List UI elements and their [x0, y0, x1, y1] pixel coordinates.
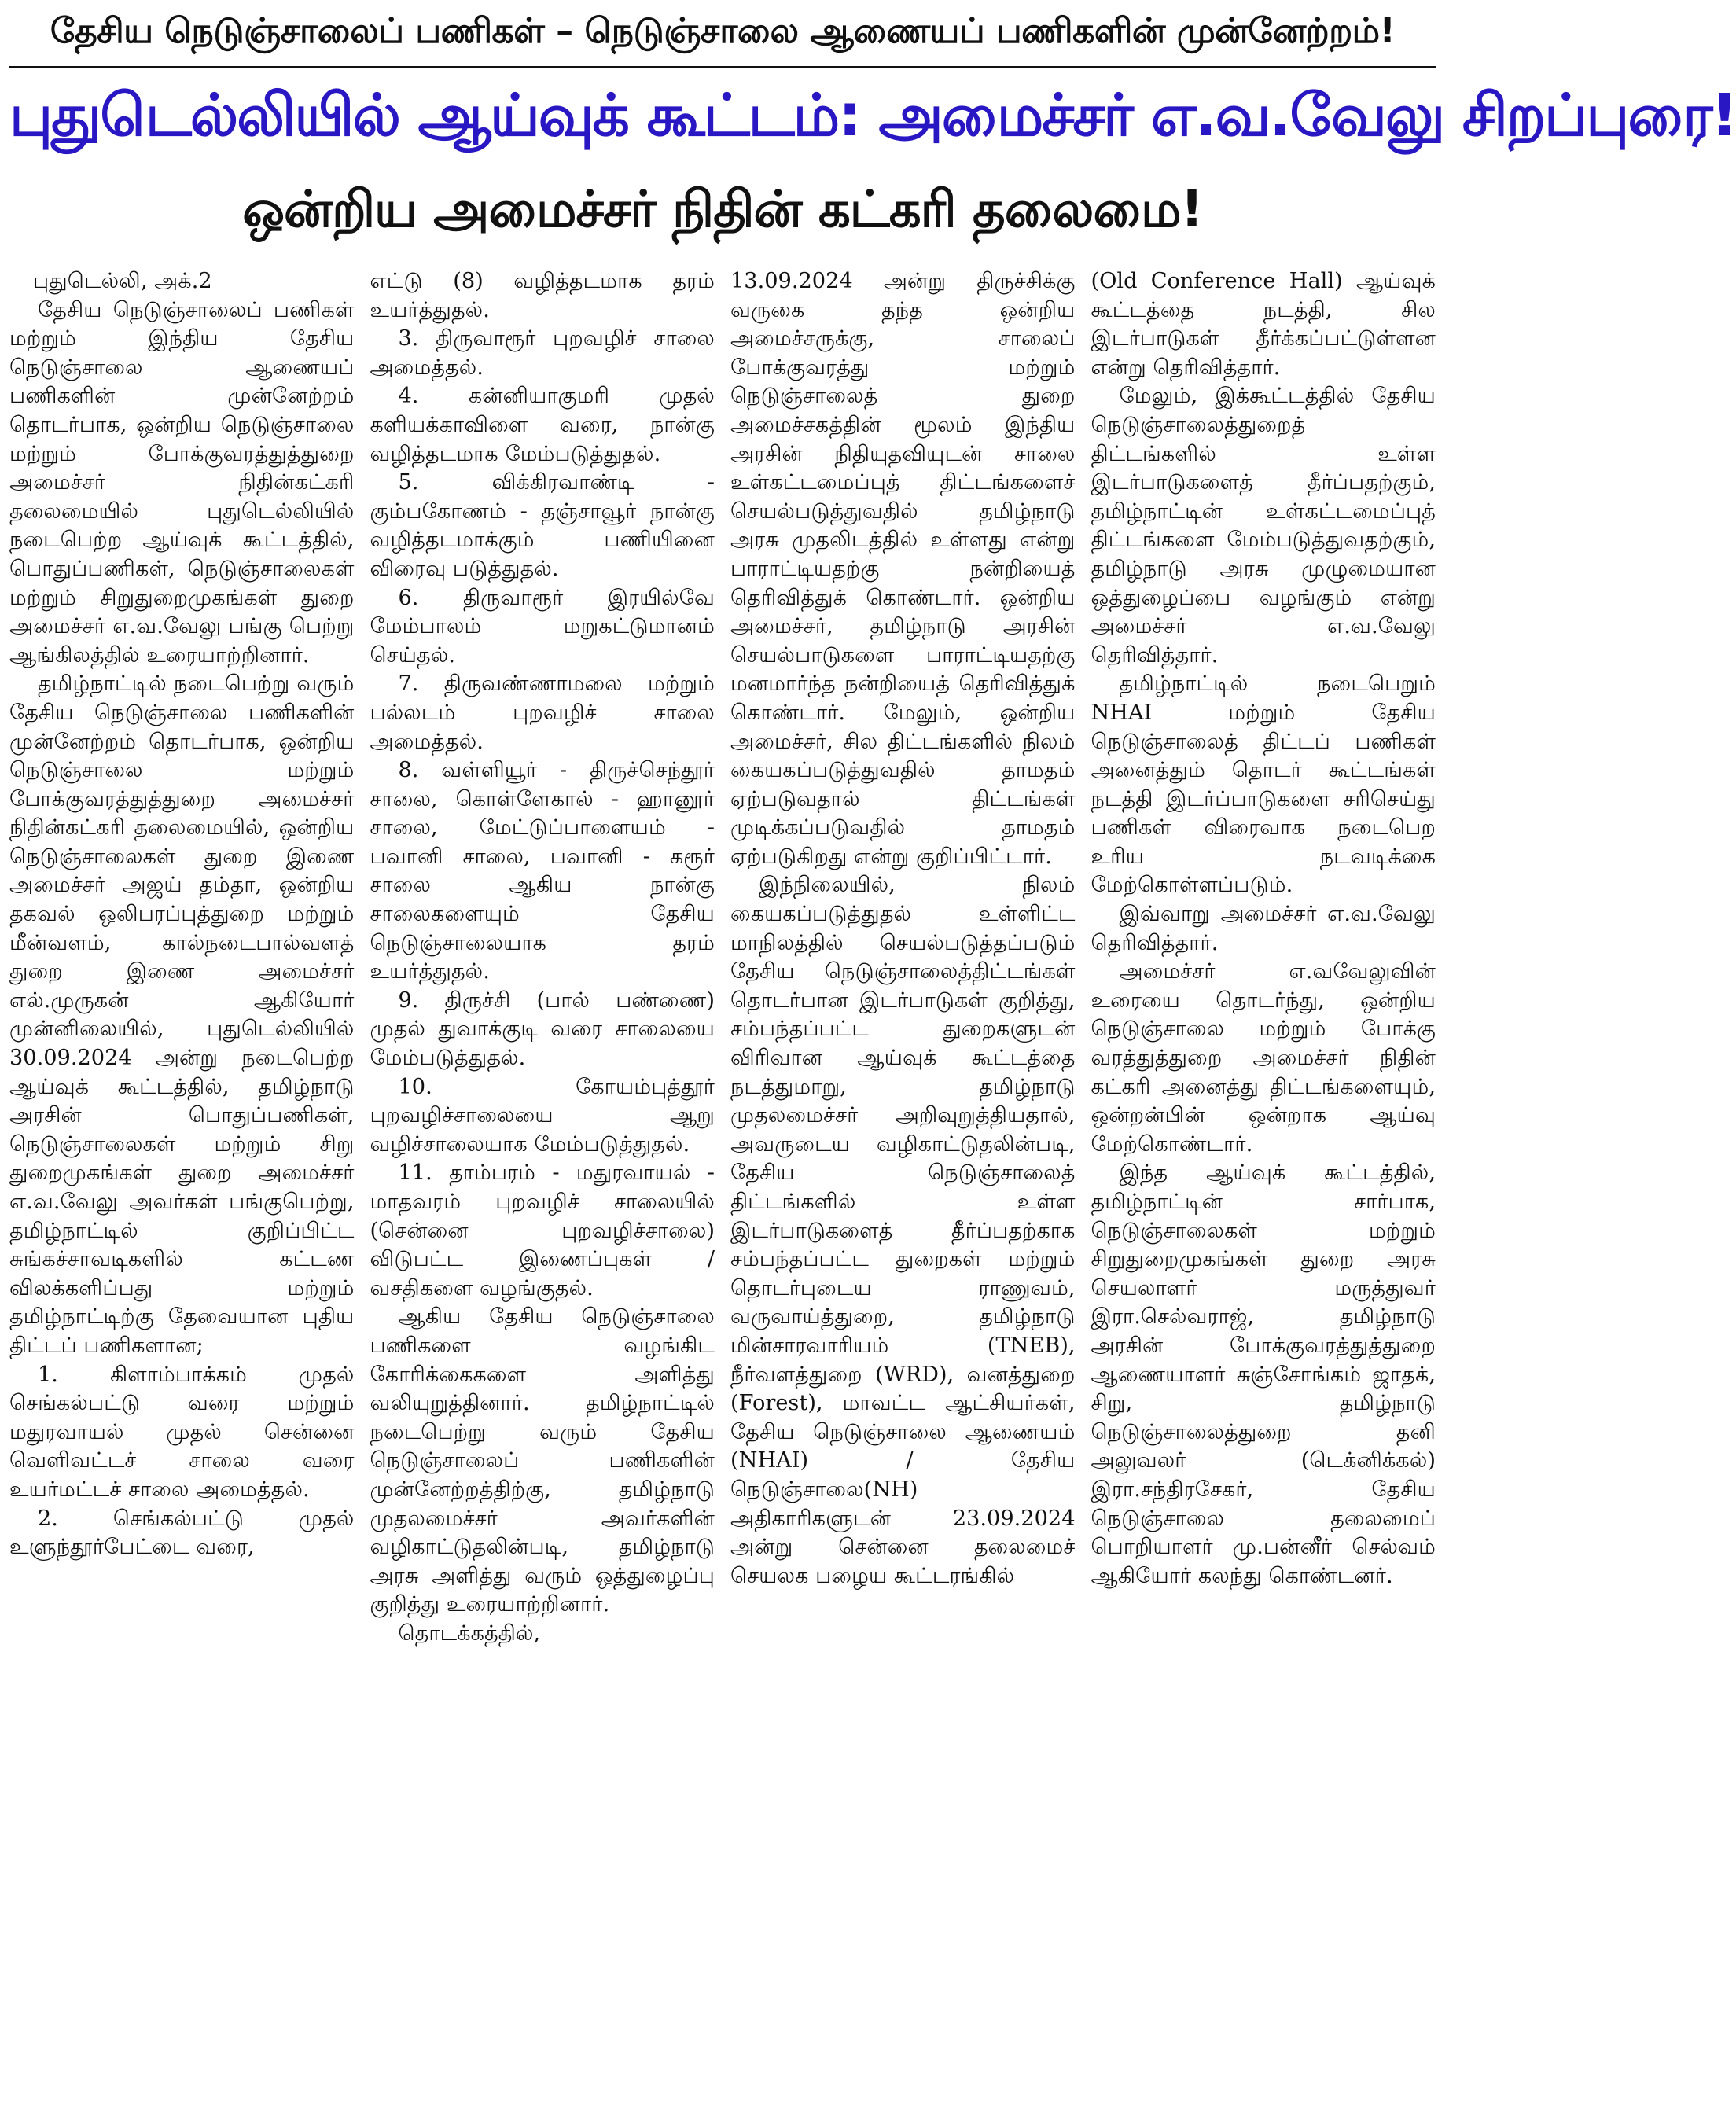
article-paragraph: இந்த ஆய்வுக் கூட்டத்தில், தமிழ்நாட்டின் சார்பாக, நெடுஞ்சாலைகள் மற்றும் சிறுதுறைமுகங்கள் துறை அரசு செயலாளர் மருத்துவர் இரா.செல்வராஜ், தமிழ்நாடு அரசின் போக்குவரத்துத்துறை ஆணையாளர் சுஞ்சோங்கம் ஜாதக், சிறு, தமிழ்நாடு நெடுஞ்சாலைத்துறை தனி அலுவலர் (டெக்னிக்கல்) இரா.சந்திரசேகர், தேசிய நெடுஞ்சாலை தலைமைப் பொறியாளர் மு.பன்னீர் செல்வம் ஆகியோர் கலந்து கொண்டனர். [1091, 1160, 1436, 1588]
article-paragraph: 13.09.2024 அன்று திருச்சிக்கு வருகை தந்த ஒன்றிய அமைச்சருக்கு, சாலைப் போக்குவரத்து மற்றும் நெடுஞ்சாலைத் துறை அமைச்சகத்தின் மூலம் இந்திய அரசின் நிதியுதவியுடன் சாலை உள்கட்டமைப்புத் திட்டங்களைச் செயல்படுத்துவதில் தமிழ்நாடு அரசு முதலிடத்தில் உள்ளது என்று பாராட்டியதற்கு நன்றியைத் தெரிவித்துக் கொண்டார். ஒன்றிய அமைச்சர், தமிழ்நாடு அரசின் செயல்பாடுகளை பாராட்டியதற்கு மனமார்ந்த நன்றியைத் தெரிவித்துக் கொண்டார். மேலும், ஒன்றிய அமைச்சர், சில திட்டங்களில் நிலம் கையகப்படுத்துவதில் தாமதம் ஏற்படுவதால் திட்டங்கள் முடிக்கப்படுவதில் தாமதம் ஏற்படுகிறது என்று குறிப்பிட்டார். [730, 269, 1076, 869]
project-list-item: 1. கிளாம்பாக்கம் முதல் செங்கல்பட்டு வரை மற்றும் மதுரவாயல் முதல் சென்னை வெளிவட்டச் சாலை வரை உயர்மட்டச் சாலை அமைத்தல். [9, 1362, 355, 1502]
project-list-item: 3. திருவாரூர் புறவழிச் சாலை அமைத்தல். [370, 326, 715, 380]
dateline: புதுடெல்லி, அக்.2 [33, 269, 212, 293]
article-paragraph: மேலும், இக்கூட்டத்தில் தேசிய நெடுஞ்சாலைத்துறைத் திட்டங்களில் உள்ள இடர்பாடுகளைத் தீர்ப்பதற்கும், தமிழ்நாட்டின் உள்கட்டமைப்புத் திட்டங்களை மேம்படுத்துவதற்கும், தமிழ்நாடு அரசு முழுமையான ஒத்துழைப்பை வழங்கும் என்று அமைச்சர் எ.வ.வேலு தெரிவித்தார். [1091, 384, 1436, 668]
article-paragraph: தேசிய நெடுஞ்சாலைப் பணிகள் மற்றும் இந்திய தேசிய நெடுஞ்சாலை ஆணையப் பணிகளின் முன்னேற்றம் தொடர்பாக, ஒன்றிய நெடுஞ்சாலை மற்றும் போக்குவரத்துத்துறை அமைச்சர் நிதின்கட்கரி தலைமையில் புதுடெல்லியில் நடைபெற்ற ஆய்வுக் கூட்டத்தில், பொதுப்பணிகள், நெடுஞ்சாலைகள் மற்றும் சிறுதுறைமுகங்கள் துறை அமைச்சர் எ.வ.வேலு பங்கு பெற்று ஆங்கிலத்தில் உரையாற்றினார். [9, 297, 355, 668]
article-paragraph: தமிழ்நாட்டில் நடைபெறும் NHAI மற்றும் தேசிய நெடுஞ்சாலைத் திட்டப் பணிகள் அனைத்தும் தொடர் கூட்டங்கள் நடத்தி இடர்ப்பாடுகளை சரிசெய்து பணிகள் விரைவாக நடைபெற உரிய நடவடிக்கை மேற்கொள்ளப்படும். [1091, 671, 1436, 898]
article-columns [9, 267, 1436, 2115]
article-paragraph: ஆகிய தேசிய நெடுஞ்சாலை பணிகளை வழங்கிட கோரிக்கைகளை அளித்து வலியுறுத்தினார். தமிழ்நாட்டில் நடைபெற்று வரும் தேசிய நெடுஞ்சாலைப் பணிகளின் முன்னேற்றத்திற்கு, தமிழ்நாடு முதலமைச்சர் அவர்களின் வழிகாட்டுதலின்படி, தமிழ்நாடு அரசு அளித்து வரும் ஒத்துழைப்பு குறித்து உரையாற்றினார். [370, 1304, 715, 1617]
project-list-item: 7. திருவண்ணாமலை மற்றும் பல்லடம் புறவழிச் சாலை அமைத்தல். [370, 671, 715, 754]
article-paragraph: அமைச்சர் எ.வவேலுவின் உரையை தொடர்ந்து, ஒன்றிய நெடுஞ்சாலை மற்றும் போக்கு வரத்துத்துறை அமைச்சர் நிதின் கட்கரி அனைத்து திட்டங்களையும், ஒன்றன்பின் ஒன்றாக ஆய்வு மேற்கொண்டார். [1091, 959, 1436, 1157]
article-paragraph: (Old Conference Hall) ஆய்வுக் கூட்டத்தை நடத்தி, சில இடர்பாடுகள் தீர்க்கப்பட்டுள்ளன என்று தெரிவித்தார். [1091, 269, 1436, 380]
kicker-headline: தேசிய நெடுஞ்சாலைப் பணிகள் – நெடுஞ்சாலை ஆணையப் பணிகளின் முன்னேற்றம்! [9, 0, 1436, 68]
article-paragraph: எட்டு (8) வழித்தடமாக தரம் உயர்த்துதல். [370, 269, 715, 322]
article-column-1 [9, 267, 355, 2115]
project-list-item: 11. தாம்பரம் - மதுரவாயல் - மாதவரம் புறவழிச் சாலையில் (சென்னை புறவழிச்சாலை) விடுபட்ட இணைப்புகள் / வசதிகளை வழங்குதல். [370, 1160, 715, 1300]
article-paragraph: இவ்வாறு அமைச்சர் எ.வ.வேலு தெரிவித்தார். [1091, 902, 1436, 955]
article-column-2 [370, 267, 715, 2115]
article-paragraph: தமிழ்நாட்டில் நடைபெற்று வரும் தேசிய நெடுஞ்சாலை பணிகளின் முன்னேற்றம் தொடர்பாக, ஒன்றிய நெடுஞ்சாலை மற்றும் போக்குவரத்துத்துறை அமைச்சர் நிதின்கட்கரி தலைமையில், ஒன்றிய நெடுஞ்சாலைகள் துறை இணை அமைச்சர் அஜய் தம்தா, ஒன்றிய தகவல் ஒலிபரப்புத்துறை மற்றும் மீன்வளம், கால்நடைபால்வளத் துறை இணை அமைச்சர் எல்.முருகன் ஆகியோர் முன்னிலையில், புதுடெல்லியில் 30.09.2024 அன்று நடைபெற்ற ஆய்வுக் கூட்டத்தில், தமிழ்நாடு அரசின் பொதுப்பணிகள், நெடுஞ்சாலைகள் மற்றும் சிறு துறைமுகங்கள் துறை அமைச்சர் எ.வ.வேலு அவர்கள் பங்குபெற்று, தமிழ்நாட்டில் குறிப்பிட்ட சுங்கச்சாவடிகளில் கட்டண விலக்களிப்பது மற்றும் தமிழ்நாட்டிற்கு தேவையான புதிய திட்டப் பணிகளான; [9, 671, 355, 1358]
sub-headline: ஒன்றிய அமைச்சர் நிதின் கட்கரி தலைமை! [242, 181, 1203, 239]
article-column-3 [730, 267, 1076, 2115]
article-paragraph: இந்நிலையில், நிலம் கையகப்படுத்துதல் உள்ளிட்ட மாநிலத்தில் செயல்படுத்தப்படும் தேசிய நெடுஞ்சாலைத்திட்டங்கள் தொடர்பான இடர்பாடுகள் குறித்து, சம்பந்தப்பட்ட துறைகளுடன் விரிவான ஆய்வுக் கூட்டத்தை நடத்துமாறு, தமிழ்நாடு முதலமைச்சர் அறிவுறுத்தியதால், அவருடைய வழிகாட்டுதலின்படி, தேசிய நெடுஞ்சாலைத் திட்டங்களில் உள்ள இடர்பாடுகளைத் தீர்ப்பதற்காக சம்பந்தப்பட்ட துறைகள் மற்றும் தொடர்புடைய ராணுவம், வருவாய்த்துறை, தமிழ்நாடு மின்சாரவாரியம் (TNEB), நீர்வளத்துறை (WRD), வனத்துறை (Forest), மாவட்ட ஆட்சியர்கள், தேசிய நெடுஞ்சாலை ஆணையம் (NHAI) / தேசிய நெடுஞ்சாலை(NH) அதிகாரிகளுடன் 23.09.2024 அன்று சென்னை தலைமைச் செயலக பழைய கூட்டரங்கில் [730, 873, 1076, 1588]
project-list-item: 6. திருவாரூர் இரயில்வே மேம்பாலம் மறுகட்டுமானம் செய்தல். [370, 585, 715, 668]
project-list-item: 9. திருச்சி (பால் பண்ணை) முதல் துவாக்குடி வரை சாலையை மேம்படுத்துதல். [370, 988, 715, 1071]
project-list-item: 10. கோயம்புத்தூர் புறவழிச்சாலையை ஆறு வழிச்சாலையாக மேம்படுத்துதல். [370, 1074, 715, 1157]
main-headline: புதுடெல்லியில் ஆய்வுக் கூட்டம்: அமைச்சர் எ.வ.வேலு சிறப்புரை! [9, 82, 1736, 149]
project-list-item: 4. கன்னியாகுமரி முதல் களியக்காவிளை வரை, நான்கு வழித்தடமாக மேம்படுத்துதல். [370, 384, 715, 466]
project-list-item: 2. செங்கல்பட்டு முதல் உளுந்தூர்பேட்டை வரை, [9, 1506, 355, 1560]
article-paragraph: தொடக்கத்தில், [398, 1620, 541, 1646]
project-list-item: 5. விக்கிரவாண்டி - கும்பகோணம் - தஞ்சாவூர் நான்கு வழித்தடமாக்கும் பணியினை விரைவு படுத்துதல். [370, 470, 715, 581]
article-column-4 [1091, 267, 1436, 2115]
project-list-item: 8. வள்ளியூர் - திருச்செந்தூர் சாலை, கொள்ளேகால் - ஹானூர் சாலை, மேட்டுப்பாளையம் - பவானி சாலை, பவானி - கரூர் சாலை ஆகிய நான்கு சாலைகளையும் தேசிய நெடுஞ்சாலையாக தரம் உயர்த்துதல். [370, 758, 715, 984]
